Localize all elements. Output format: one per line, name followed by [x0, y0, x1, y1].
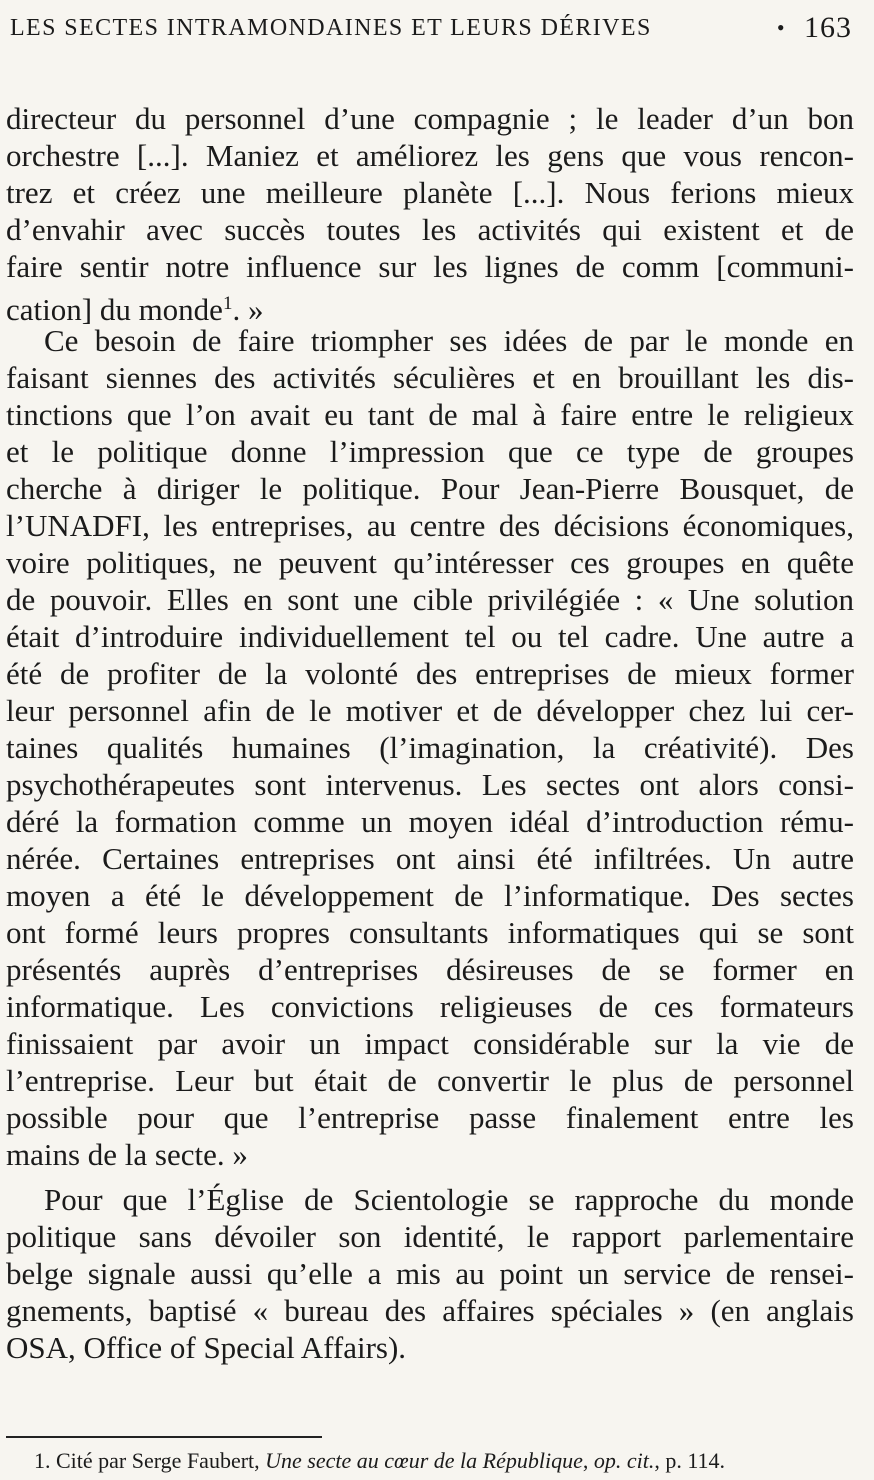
paragraph-2 [6, 322, 854, 1173]
paragraph-3 [6, 1181, 854, 1366]
text-line: finissaient par avoir un impact considérable sur la vie de [6, 1026, 854, 1061]
text-line: psychothérapeutes sont intervenus. Les sectes ont alors consi- [6, 767, 854, 802]
text-line: voire politiques, ne peuvent qu’intéresser ces groupes en quête [6, 545, 854, 580]
footnote-book-title: Une secte au cœur de la République [265, 1448, 583, 1473]
page-number: 163 [804, 11, 852, 44]
paragraph-1 [6, 100, 854, 327]
text-line: directeur du personnel d’une compagnie ; le leader d’un bon [6, 101, 854, 136]
text-line: de pouvoir. Elles en sont une cible privilégiée : « Une solution [6, 582, 854, 617]
footnote-page: , p. 114. [654, 1448, 726, 1473]
text-line: et le politique donne l’impression que ce type de groupes [6, 434, 854, 469]
text-line: d’envahir avec succès toutes les activités qui existent et de [6, 212, 854, 247]
footnote-separator [6, 1436, 322, 1438]
header-right [777, 11, 852, 45]
text-fragment: . » [232, 292, 264, 327]
text-line: possible pour que l’entreprise passe finalement entre les [6, 1100, 854, 1135]
text-line: belge signale aussi qu’elle a mis au point un service de rensei- [6, 1256, 854, 1291]
text-line: faisant siennes des activités séculières et en brouillant les dis- [6, 360, 854, 395]
footnote-1 [34, 1448, 844, 1474]
footnote-text: Cité par Serge Faubert, [56, 1448, 260, 1473]
text-line: informatique. Les convictions religieuses de ces formateurs [6, 989, 854, 1024]
text-line: faire sentir notre influence sur les lignes de comm [communi- [6, 249, 854, 284]
text-line: tinctions que l’on avait eu tant de mal à faire entre le religieux [6, 397, 854, 432]
text-line: l’entreprise. Leur but était de convertir le plus de personnel [6, 1063, 854, 1098]
text-line: nérée. Certaines entreprises ont ainsi été infiltrées. Un autre [6, 841, 854, 876]
paragraph-spacer [6, 1173, 854, 1181]
text-line: trez et créez une meilleure planète [...]. Nous ferions mieux [6, 175, 854, 210]
footnote-number: 1. [34, 1448, 51, 1473]
text-line: cherche à diriger le politique. Pour Jean-Pierre Bousquet, de [6, 471, 854, 506]
running-header [10, 8, 852, 48]
text-line [6, 285, 854, 327]
text-line: leur personnel afin de le motiver et de développer chez lui cer- [6, 693, 854, 728]
text-fragment: l’ [6, 508, 25, 543]
header-bullet: • [776, 15, 786, 40]
text-line [6, 507, 854, 544]
text-line: Ce besoin de faire triompher ses idées de par le monde en [44, 323, 854, 358]
text-line [6, 1329, 854, 1366]
text-line: gnements, baptisé « bureau des affaires spéciales » (en anglais [6, 1293, 854, 1328]
text-line: Pour que l’Église de Scientologie se rapproche du monde [44, 1182, 854, 1217]
acronym-unadfi: UNADFI [24, 508, 143, 543]
text-fragment: , Office of Special Affairs). [68, 1330, 407, 1365]
text-line: politique sans dévoiler son identité, le rapport parlementaire [6, 1219, 854, 1254]
text-line: moyen a été le développement de l’informatique. Des sectes [6, 878, 854, 913]
text-line: était d’introduire individuellement tel ou tel cadre. Une autre a [6, 619, 854, 654]
running-title: LES SECTES INTRAMONDAINES ET LEURS DÉRIVES [10, 14, 652, 41]
text-fragment: cation] du monde [6, 292, 223, 327]
footnote-opcit: op. cit. [593, 1448, 655, 1473]
text-line: ont formé leurs propres consultants informatiques qui se sont [6, 915, 854, 950]
text-line: présentés auprès d’entreprises désireuses de se former en [6, 952, 854, 987]
text-line: taines qualités humaines (l’imagination, la créativité). Des [6, 730, 854, 765]
acronym-osa: OSA [6, 1330, 69, 1365]
text-line: mains de la secte. » [6, 1137, 248, 1172]
body-text [6, 100, 854, 1366]
text-line: déré la formation comme un moyen idéal d’introduction rému- [6, 804, 854, 839]
footnote-comma: , [582, 1448, 589, 1473]
text-fragment: , les entreprises, au centre des décisions économiques, [142, 508, 854, 543]
footnote-reference[interactable]: 1 [222, 293, 233, 314]
text-line: été de profiter de la volonté des entreprises de mieux former [6, 656, 854, 691]
text-line: orchestre [...]. Maniez et améliorez les gens que vous rencon- [6, 138, 854, 173]
